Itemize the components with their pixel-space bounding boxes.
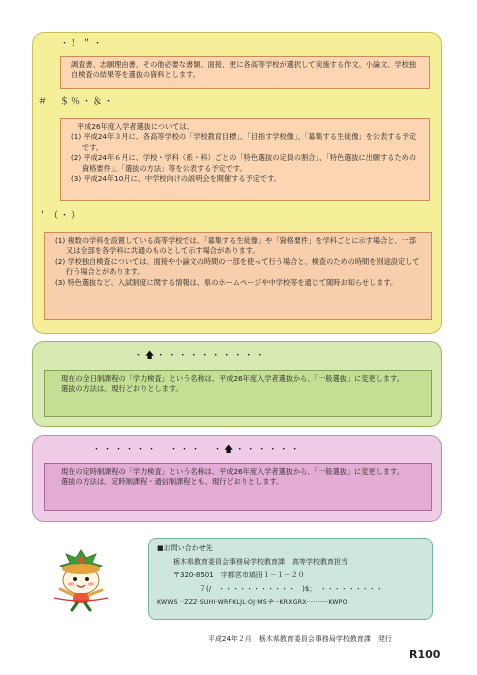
- notes-box: [44, 232, 432, 320]
- contact-department: 栃木県教育委員会事務局学校教育課 高等学校教育担当: [173, 557, 348, 566]
- parttime-line-2: 選抜の方法は、定時制課程・通信制課程とも、現行どおりとします。: [61, 477, 284, 487]
- parttime-line-1: 現在の定時制課程の「学力検査」という名称は、平成26年度入学者選抜から、「一般選抜」に変更します。: [61, 467, 404, 476]
- note-item-2: (2) 学校独自検査については、面接や小論文の時間の一部を使って行う場合と、検査のための時間を別途設定して行う場合とがあります。: [55, 256, 420, 277]
- note-item-1: (1) 複数の学科を設置している高等学校では、「募集する生徒像」や「資格要件」を学科ごとに示す場合と、一部又は全部を各学科に共通のものとして示す場合があります。: [55, 236, 417, 256]
- fulltime-line-2: 選抜の方法は、現行どおりとします。: [61, 384, 183, 394]
- selection-materials-text: 調査書、志願理由書、その他必要な書類、面接、更に各高等学校が選択して実施する作文、小論文、学校独自検査の結果等を選抜の資料とします。: [71, 60, 417, 80]
- fulltime-box: [44, 370, 432, 417]
- issuer-line: 平成24年２月 栃木県教育委員会事務局学校教育課 発行: [208, 635, 392, 643]
- note-item-3: (3) 特色選抜など、入試制度に関する情報は、県のホームページや中学校等を通じて随時お知らせします。: [55, 277, 398, 287]
- contact-phone: ７(/ ・・・・・・・・・・・ )$； ・・・・・・・・・: [199, 584, 383, 593]
- schedule-item-3: (3) 平成24年10月に、中学校向けの説明会を開催する予定です。: [71, 174, 281, 184]
- section-heading-3: ＇（・）: [38, 211, 83, 221]
- parttime-heading: ・・・・・・ ・・・ ・🡅・・・・・・: [92, 445, 302, 455]
- section-heading-2: ＃ ＄％・＆・: [38, 97, 116, 107]
- selection-materials-box: [60, 56, 430, 89]
- contact-website-link[interactable]: KWWS ··ZZZ·SUHI·WRFKLJL·OJ·MS·P···KRXGRX··········KWPO: [157, 598, 348, 606]
- contact-address: 〒320-8501 宇都宮市塙田１－１－２０: [173, 571, 305, 580]
- mascot-illustration: [50, 546, 112, 612]
- schedule-item-2: (2) 平成24年６月に、学校・学科（系・科）ごとの「特色選抜の定員の割合」、「特色選抜に出願するための資格要件」、「選抜の方法」等を公表する予定です。: [71, 153, 417, 173]
- schedule-item-1: (1) 平成24年３月に、各高等学校の「学校教育目標」、「目指す学校像」、「募集する生徒像」を公表する予定です。: [71, 132, 417, 152]
- parttime-box: [44, 463, 432, 511]
- schedule-intro: 平成26年度入学者選抜については、: [77, 122, 194, 131]
- contact-title: ■お問い合わせ先: [157, 544, 213, 552]
- section-heading-1: ・！＂・: [60, 39, 105, 49]
- fulltime-heading: ・🡅・・・・・・・・・・: [134, 351, 267, 361]
- recycle-logo: R100: [409, 648, 441, 661]
- contact-box: [148, 538, 433, 620]
- schedule-box: [60, 118, 430, 201]
- fulltime-line-1: 現在の全日制課程の「学力検査」という名称は、平成26年度入学者選抜から、「一般選抜」に変更します。: [61, 374, 404, 383]
